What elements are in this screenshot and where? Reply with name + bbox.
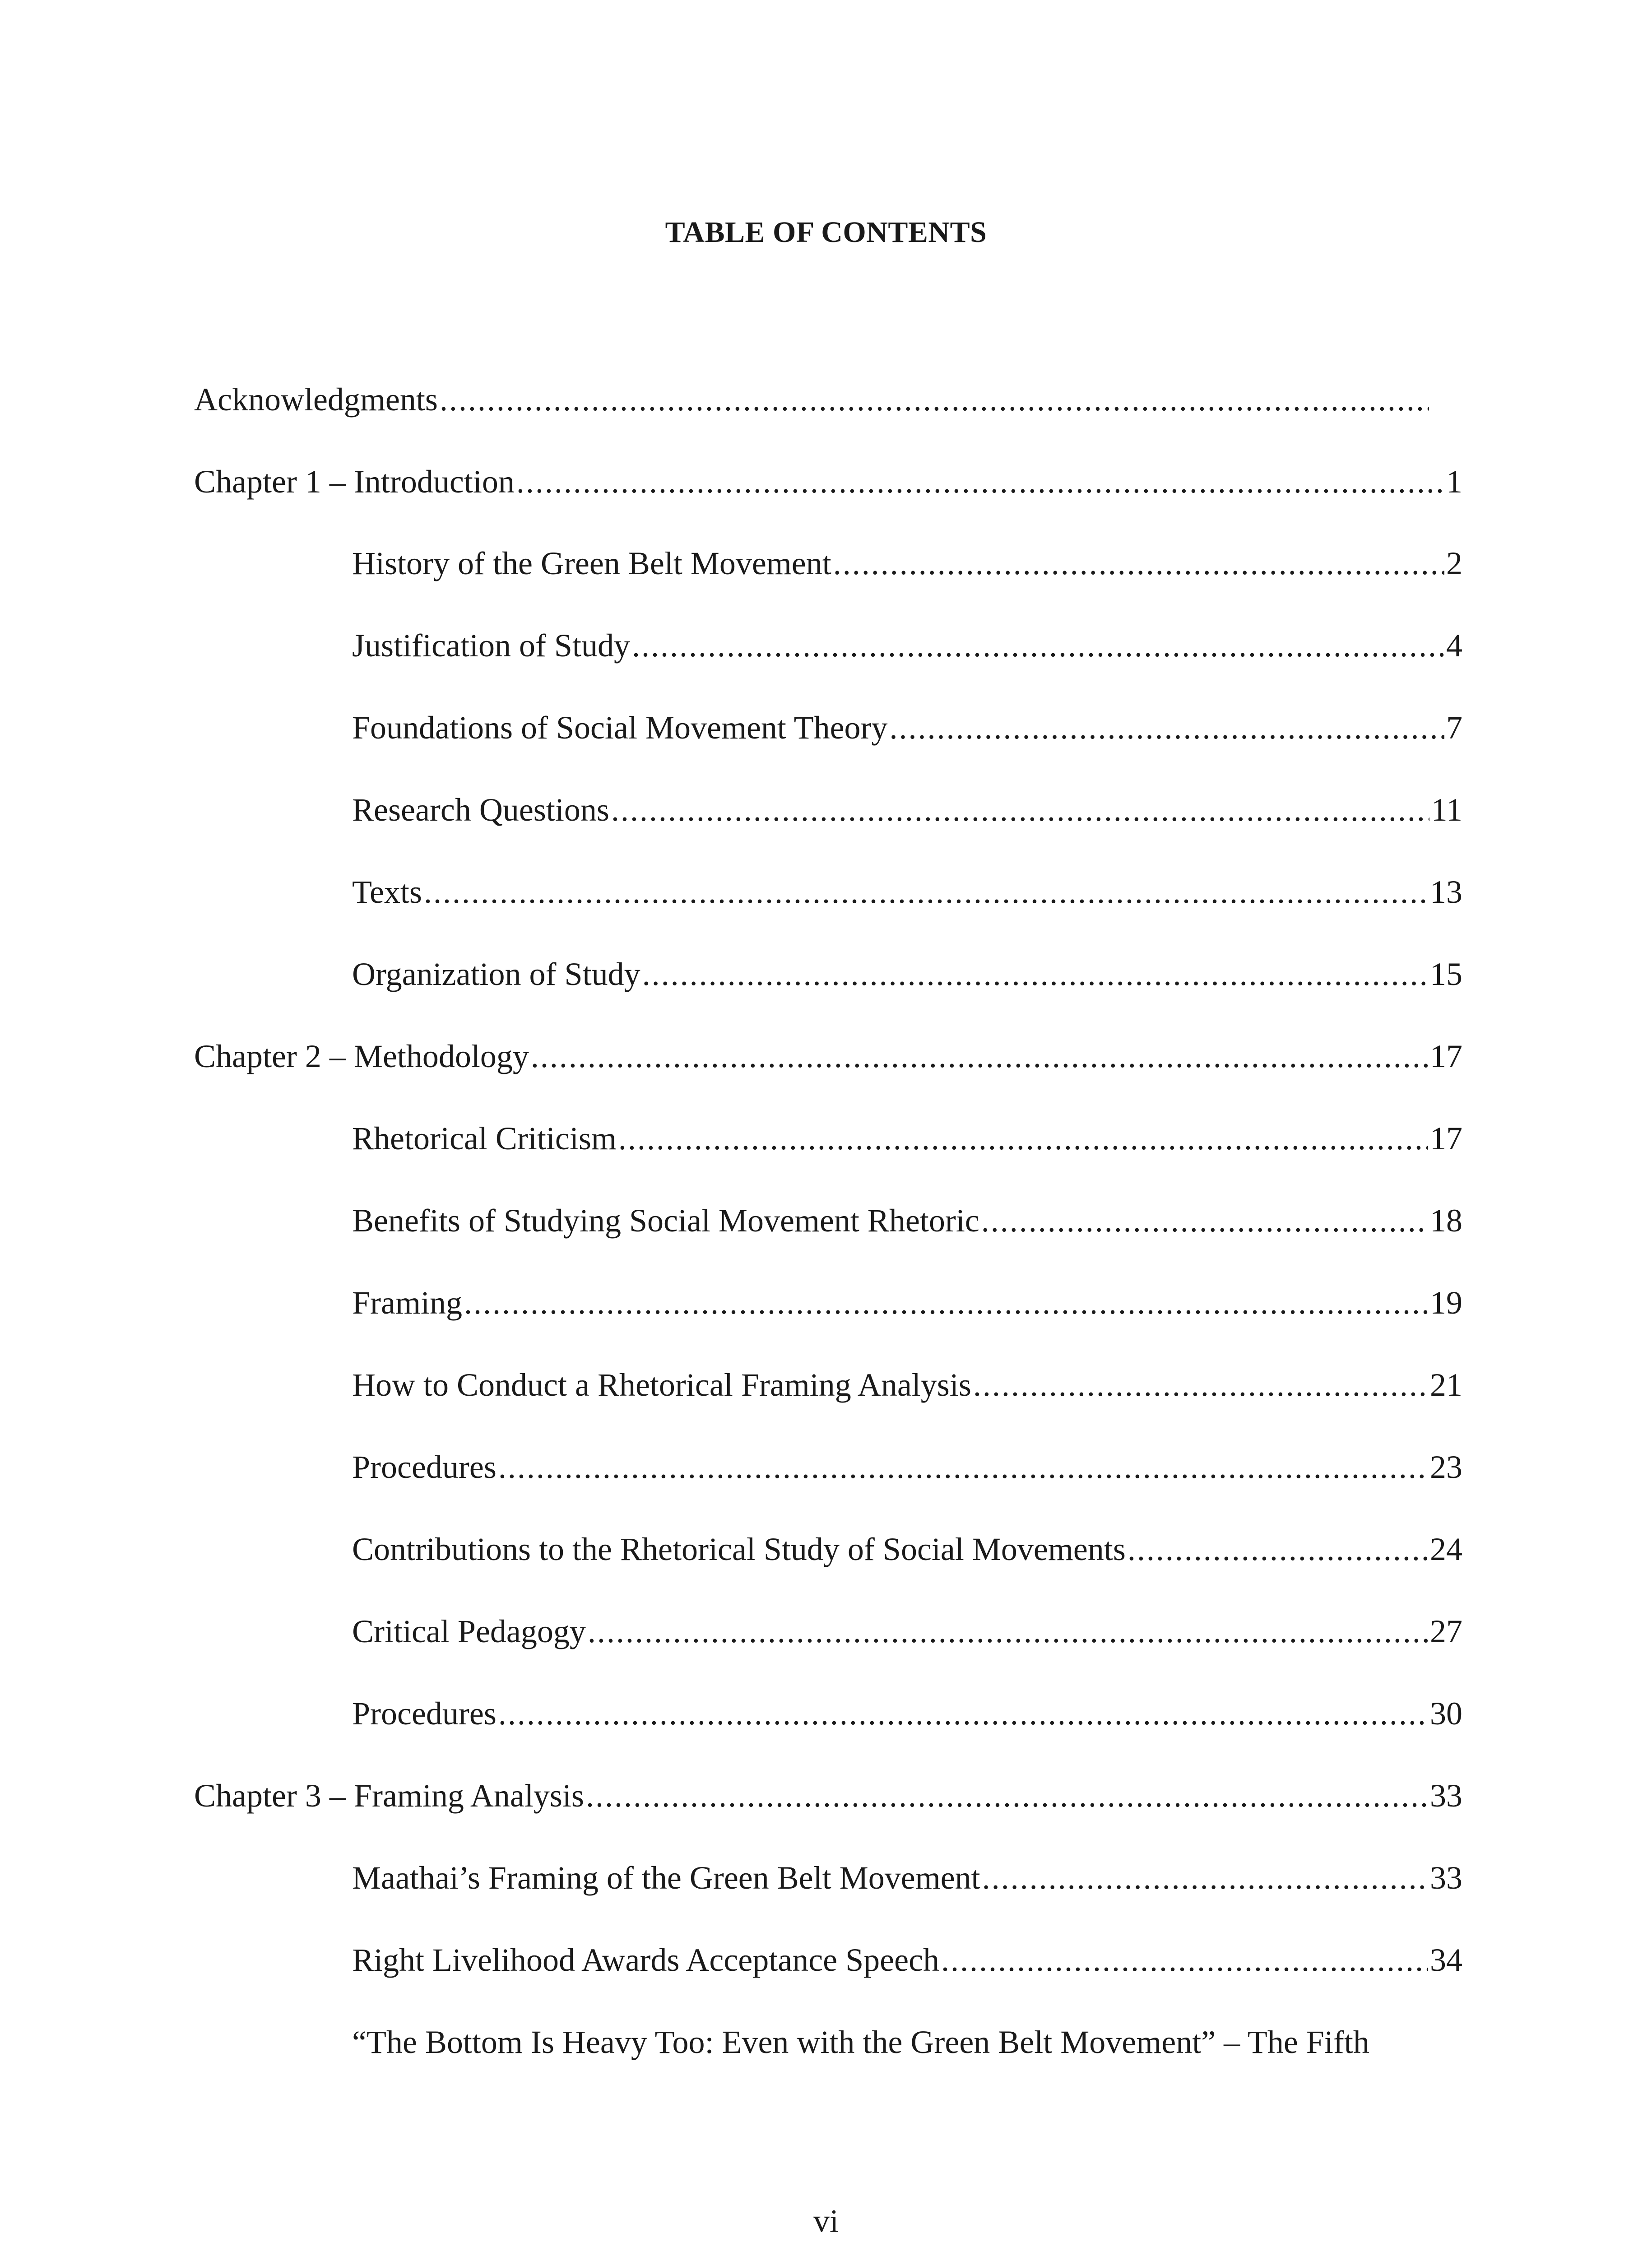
toc-entry-label: Chapter 3 – Framing Analysis xyxy=(194,1778,584,1814)
toc-entry-acknowledgments xyxy=(194,377,1431,422)
dot-leader xyxy=(982,1855,1428,1900)
toc-entry-contributions xyxy=(352,1527,1462,1572)
dot-leader xyxy=(440,377,1429,422)
toc-entry-label: Justification of Study xyxy=(352,627,630,664)
toc-entry-page: 34 xyxy=(1430,1942,1462,1978)
toc-entry-label: Acknowledgments xyxy=(194,381,438,418)
toc-entry-benefits xyxy=(352,1198,1462,1243)
toc-entry-bottom-is-heavy xyxy=(352,2020,1462,2065)
toc-entry-page: 18 xyxy=(1430,1203,1462,1239)
toc-entry-label: Chapter 1 – Introduction xyxy=(194,464,515,500)
page-number-footer: vi xyxy=(813,2203,839,2239)
toc-entry-page: 15 xyxy=(1430,956,1462,992)
toc-entry-label: Critical Pedagogy xyxy=(352,1613,586,1649)
toc-entry-page: 17 xyxy=(1430,1120,1462,1156)
toc-entry-research-questions xyxy=(352,787,1462,832)
dot-leader xyxy=(611,787,1429,832)
toc-entry-right-livelihood xyxy=(352,1937,1462,1983)
toc-entry-page: 11 xyxy=(1431,792,1462,828)
toc-entry-procedures-2 xyxy=(352,1691,1462,1736)
page-title: TABLE OF CONTENTS xyxy=(665,216,987,249)
dot-leader xyxy=(618,1116,1428,1161)
toc-entry-page: 4 xyxy=(1446,627,1462,664)
toc-entry-page: 2 xyxy=(1446,545,1462,581)
toc-entry-label: Benefits of Studying Social Movement Rhetoric xyxy=(352,1203,979,1239)
toc-entry-label: Framing xyxy=(352,1285,462,1321)
dot-leader xyxy=(531,1034,1428,1079)
toc-entry-page: 7 xyxy=(1446,710,1462,746)
toc-entry-label: How to Conduct a Rhetorical Framing Analysis xyxy=(352,1367,971,1403)
dot-leader xyxy=(588,1609,1428,1654)
toc-entry-label: Procedures xyxy=(352,1449,497,1485)
toc-entry-label: Research Questions xyxy=(352,792,609,828)
dot-leader xyxy=(498,1691,1428,1736)
dot-leader xyxy=(464,1280,1428,1325)
dot-leader xyxy=(981,1198,1428,1243)
toc-entry-page: 24 xyxy=(1430,1531,1462,1567)
toc-entry-label: Texts xyxy=(352,874,422,910)
toc-entry-justification xyxy=(352,623,1462,668)
toc-entry-page: 17 xyxy=(1430,1038,1462,1074)
toc-entry-label: Foundations of Social Movement Theory xyxy=(352,710,888,746)
toc-entry-framing xyxy=(352,1280,1462,1325)
toc-entry-page: 21 xyxy=(1430,1367,1462,1403)
dot-leader xyxy=(642,952,1428,997)
dot-leader xyxy=(890,705,1444,750)
dot-leader xyxy=(424,869,1428,915)
toc-entry-texts xyxy=(352,869,1462,915)
toc-entry-page: 33 xyxy=(1430,1778,1462,1814)
toc-entry-label: “The Bottom Is Heavy Too: Even with the Green Belt Movement” – The Fifth xyxy=(352,2024,1369,2060)
toc-entry-chapter-3 xyxy=(194,1773,1462,1818)
toc-entry-history xyxy=(352,541,1462,586)
toc-entry-page: 27 xyxy=(1430,1613,1462,1649)
dot-leader xyxy=(973,1362,1428,1407)
toc-entry-procedures-1 xyxy=(352,1444,1462,1490)
dot-leader xyxy=(632,623,1444,668)
toc-entry-label: Maathai’s Framing of the Green Belt Movement xyxy=(352,1860,980,1896)
dot-leader xyxy=(516,459,1444,504)
toc-entry-rhetorical-criticism xyxy=(352,1116,1462,1161)
dot-leader xyxy=(833,541,1444,586)
dot-leader xyxy=(941,1937,1428,1983)
toc-entry-page: 1 xyxy=(1446,464,1462,500)
toc-entry-label: Organization of Study xyxy=(352,956,640,992)
toc-entry-label: Right Livelihood Awards Acceptance Speech xyxy=(352,1942,940,1978)
toc-entry-chapter-2 xyxy=(194,1034,1462,1079)
dot-leader xyxy=(1128,1527,1428,1572)
dot-leader xyxy=(498,1444,1428,1490)
toc-entry-page: 19 xyxy=(1430,1285,1462,1321)
toc-entry-label: Contributions to the Rhetorical Study of Social Movements xyxy=(352,1531,1126,1567)
toc-entry-label: Rhetorical Criticism xyxy=(352,1120,617,1156)
toc-entry-page: 33 xyxy=(1430,1860,1462,1896)
toc-entry-label: Procedures xyxy=(352,1695,497,1732)
toc-entry-foundations xyxy=(352,705,1462,750)
toc-entry-chapter-1 xyxy=(194,459,1462,504)
toc-entry-page: 30 xyxy=(1430,1695,1462,1732)
toc-entry-page: 23 xyxy=(1430,1449,1462,1485)
toc-entry-label: Chapter 2 – Methodology xyxy=(194,1038,529,1074)
toc-entry-critical-pedagogy xyxy=(352,1609,1462,1654)
toc-entry-maathai-framing xyxy=(352,1855,1462,1900)
dot-leader xyxy=(586,1773,1428,1818)
toc-entry-organization xyxy=(352,952,1462,997)
toc-entry-how-to-conduct xyxy=(352,1362,1462,1407)
toc-entry-label: History of the Green Belt Movement xyxy=(352,545,831,581)
toc-entry-page: 13 xyxy=(1430,874,1462,910)
